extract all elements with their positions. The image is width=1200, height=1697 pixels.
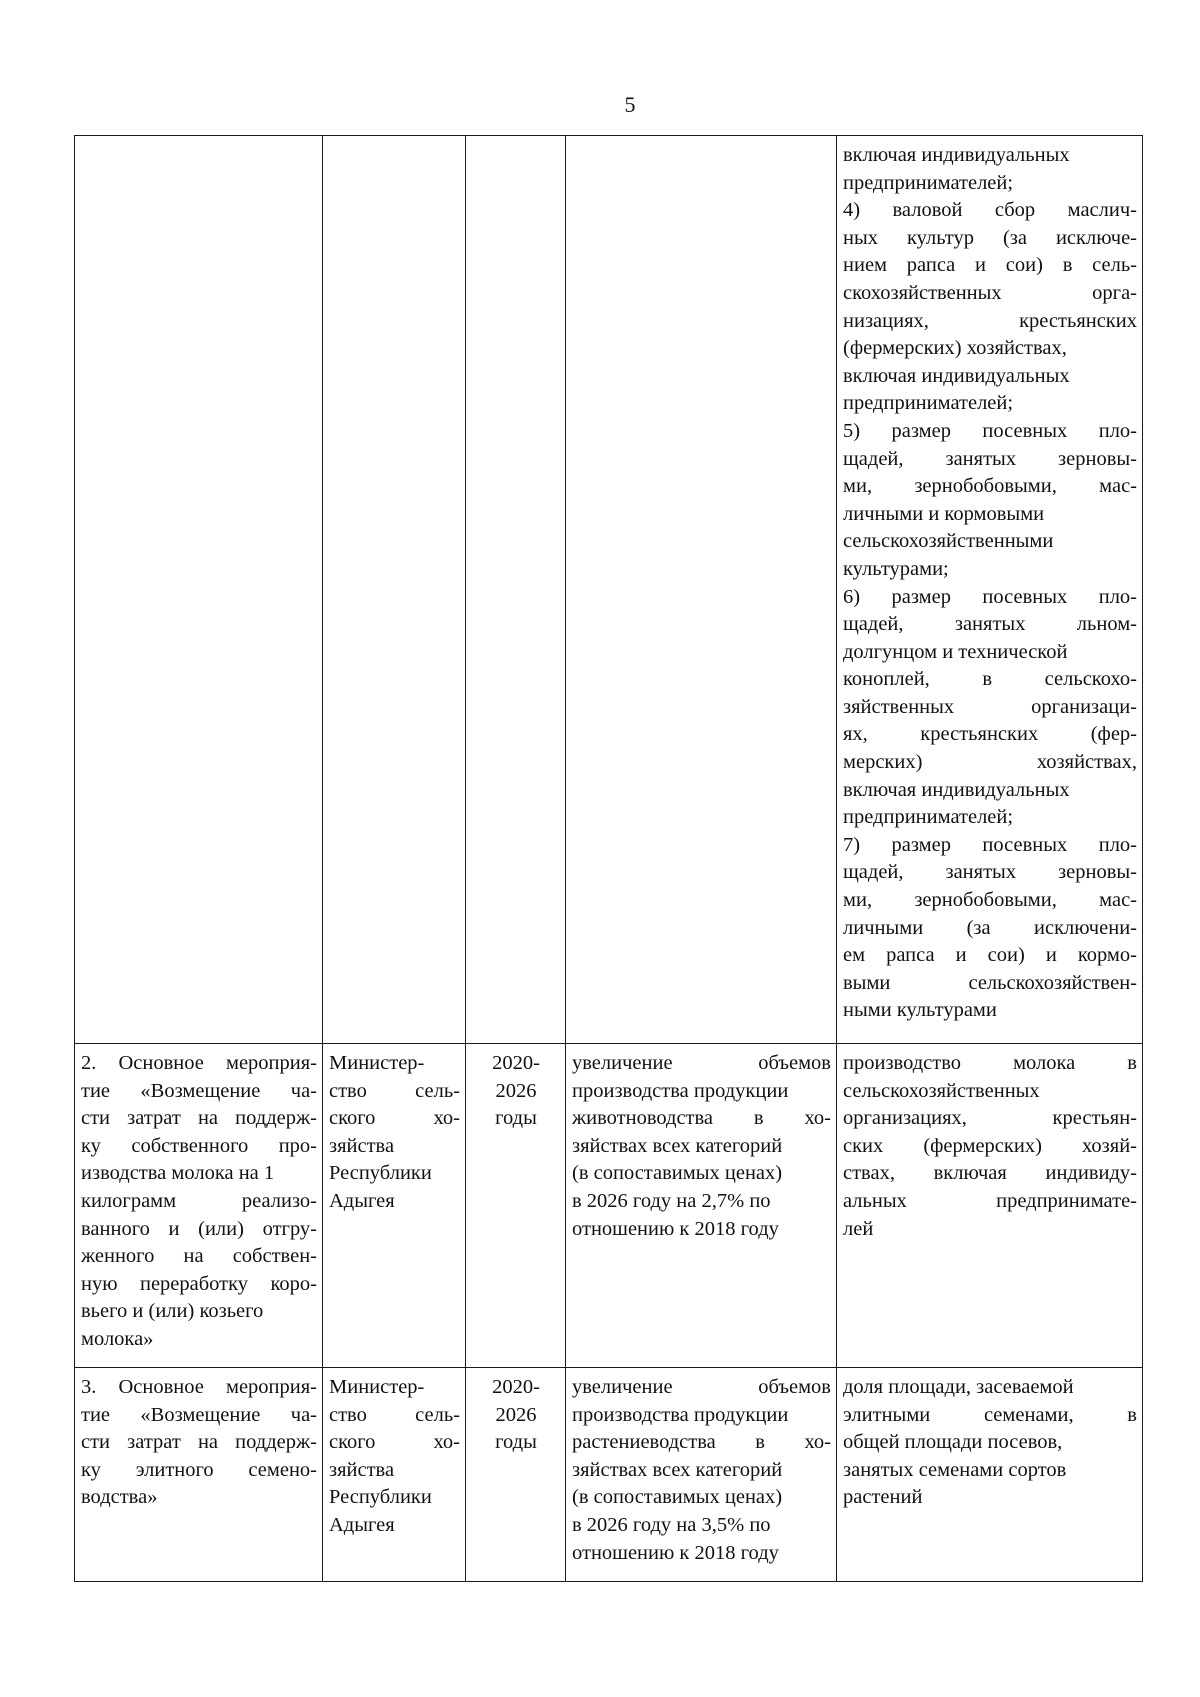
- text-line: изводства молока на 1: [81, 1162, 275, 1185]
- indicator-item: [843, 418, 1137, 584]
- result-cell: [566, 136, 837, 1044]
- text-line: ем рапса и сои) и кормо-: [843, 944, 1137, 967]
- measure-cell: [75, 1044, 323, 1368]
- text-line: сти затрат на поддерж-: [81, 1107, 317, 1130]
- text-line: включая индивидуальных: [843, 364, 1070, 387]
- text-line: ную переработку коро-: [81, 1272, 317, 1295]
- text-line: зяйства: [329, 1134, 395, 1157]
- text-line: ку собственного про-: [81, 1134, 317, 1157]
- text-line: Адыгея: [329, 1513, 395, 1536]
- indicator-cell: [837, 1368, 1143, 1582]
- text-line: (фермерских) хозяйствах,: [843, 337, 1067, 360]
- text-line: культурами;: [843, 557, 949, 580]
- text-line: 5) размер посевных пло-: [843, 419, 1137, 442]
- text-line: ях, крестьянских (фер-: [843, 723, 1137, 746]
- indicator-item: [843, 584, 1137, 832]
- text-line: производство молока в: [843, 1052, 1137, 1074]
- text-line: ствах, включая индивиду-: [843, 1162, 1137, 1185]
- period-cell: [466, 1044, 566, 1368]
- text-line: предпринимателей;: [843, 806, 1014, 829]
- indicator-cell: [837, 1044, 1143, 1368]
- text-line: ми, зернобобовыми, мас-: [843, 889, 1137, 912]
- text-line: Министер-: [329, 1052, 425, 1074]
- executor-text: [329, 1050, 460, 1216]
- text-line: ми, зернобобовыми, мас-: [843, 475, 1137, 498]
- text-line: Адыгея: [329, 1189, 395, 1212]
- text-line: лей: [843, 1217, 874, 1240]
- table-row-continuation: [75, 136, 1143, 1044]
- period-cell: [466, 1368, 566, 1582]
- text-line: увеличение объемов: [572, 1052, 831, 1074]
- text-line: 2. Основное мероприя-: [81, 1052, 317, 1074]
- text-line: ского хо-: [329, 1431, 460, 1454]
- text-line: в 2026 году на 2,7% по: [572, 1189, 771, 1212]
- text-line: (в сопоставимых ценах): [572, 1486, 783, 1509]
- text-line: 4) валовой сбор маслич-: [843, 199, 1137, 222]
- period-text: [472, 1050, 560, 1133]
- text-line: годы: [495, 1107, 537, 1130]
- period-text: [472, 1374, 560, 1457]
- executor-cell: [323, 1044, 466, 1368]
- indicator-item: [843, 197, 1137, 418]
- period-cell: [466, 136, 566, 1044]
- executor-cell: [323, 136, 466, 1044]
- text-line: килограмм реализо-: [81, 1189, 317, 1212]
- text-line: женного на собствен-: [81, 1245, 317, 1268]
- text-line: вьего и (или) козьего: [81, 1300, 264, 1323]
- result-text: [572, 1374, 831, 1567]
- text-line: личными (за исключени-: [843, 916, 1137, 939]
- text-line: альных предпринимате-: [843, 1189, 1137, 1212]
- text-line: растениеводства в хо-: [572, 1431, 831, 1454]
- indicator-text: [843, 1050, 1137, 1243]
- text-line: зяйства: [329, 1458, 395, 1481]
- text-line: тие «Возмещение ча-: [81, 1403, 317, 1426]
- text-line: щадей, занятых зерновы-: [843, 861, 1137, 884]
- text-line: щадей, занятых зерновы-: [843, 447, 1137, 470]
- text-line: включая индивидуальных: [843, 144, 1070, 166]
- text-line: 6) размер посевных пло-: [843, 585, 1137, 608]
- text-line: занятых семенами сортов: [843, 1458, 1067, 1481]
- measure-cell: [75, 1368, 323, 1582]
- text-line: зяйственных организаци-: [843, 695, 1137, 718]
- text-line: сельскохозяйственными: [843, 530, 1054, 553]
- text-line: низациях, крестьянских: [843, 309, 1137, 332]
- text-line: ных культур (за исключе-: [843, 226, 1137, 249]
- measure-text: [81, 1050, 317, 1354]
- text-line: зяйствах всех категорий: [572, 1458, 783, 1481]
- text-line: 2026: [495, 1079, 537, 1102]
- text-line: отношению к 2018 году: [572, 1541, 779, 1564]
- text-line: ских (фермерских) хозяй-: [843, 1134, 1137, 1157]
- text-line: включая индивидуальных: [843, 778, 1070, 801]
- text-line: Республики: [329, 1486, 432, 1509]
- text-line: 7) размер посевных пло-: [843, 833, 1137, 856]
- text-line: сельскохозяйственных: [843, 1079, 1040, 1102]
- text-line: ство сель-: [329, 1403, 460, 1426]
- indicator-cell: [837, 136, 1143, 1044]
- text-line: 2020-: [492, 1376, 540, 1398]
- indicator-item: [843, 142, 1137, 197]
- indicator-list: [843, 142, 1137, 1025]
- text-line: производства продукции: [572, 1403, 789, 1426]
- text-line: элитными семенами, в: [843, 1403, 1137, 1426]
- text-line: организациях, крестьян-: [843, 1107, 1137, 1130]
- text-line: в 2026 году на 3,5% по: [572, 1513, 771, 1536]
- text-line: личными и кормовыми: [843, 502, 1045, 525]
- text-line: 2020-: [492, 1052, 540, 1074]
- text-line: Министер-: [329, 1376, 425, 1398]
- text-line: тие «Возмещение ча-: [81, 1079, 317, 1102]
- text-line: 3. Основное мероприя-: [81, 1376, 317, 1398]
- text-line: общей площади посевов,: [843, 1431, 1063, 1454]
- text-line: водства»: [81, 1486, 158, 1509]
- text-line: коноплей, в сельскохо-: [843, 668, 1137, 691]
- text-line: ванного и (или) отгру-: [81, 1217, 317, 1240]
- text-line: Республики: [329, 1162, 432, 1185]
- measures-table: [74, 135, 1143, 1582]
- text-line: молока»: [81, 1327, 154, 1350]
- text-line: скохозяйственных орга-: [843, 281, 1137, 304]
- text-line: 2026: [495, 1403, 537, 1426]
- result-cell: [566, 1368, 837, 1582]
- indicator-text: [843, 1374, 1137, 1512]
- text-line: доля площади, засеваемой: [843, 1376, 1074, 1398]
- text-line: зяйствах всех категорий: [572, 1134, 783, 1157]
- text-line: выми сельскохозяйствен-: [843, 971, 1137, 994]
- text-line: увеличение объемов: [572, 1376, 831, 1398]
- text-line: растений: [843, 1486, 923, 1509]
- text-line: предпринимателей;: [843, 171, 1014, 194]
- text-line: животноводства в хо-: [572, 1107, 831, 1130]
- text-line: годы: [495, 1431, 537, 1454]
- text-line: отношению к 2018 году: [572, 1217, 779, 1240]
- text-line: долгунцом и технической: [843, 640, 1068, 663]
- text-line: щадей, занятых льном-: [843, 613, 1137, 636]
- measure-cell: [75, 136, 323, 1044]
- text-line: сти затрат на поддерж-: [81, 1431, 317, 1454]
- text-line: мерских) хозяйствах,: [843, 751, 1137, 774]
- text-line: предпринимателей;: [843, 392, 1014, 415]
- text-line: ными культурами: [843, 999, 997, 1022]
- result-cell: [566, 1044, 837, 1368]
- executor-text: [329, 1374, 460, 1540]
- text-line: ку элитного семено-: [81, 1458, 317, 1481]
- measure-text: [81, 1374, 317, 1512]
- page-number: 5: [624, 92, 636, 117]
- executor-cell: [323, 1368, 466, 1582]
- text-line: производства продукции: [572, 1079, 789, 1102]
- text-line: ского хо-: [329, 1107, 460, 1130]
- text-line: нием рапса и сои) в сель-: [843, 254, 1137, 277]
- table-row: [75, 1368, 1143, 1582]
- text-line: ство сель-: [329, 1079, 460, 1102]
- text-line: (в сопоставимых ценах): [572, 1162, 783, 1185]
- indicator-item: [843, 832, 1137, 1025]
- result-text: [572, 1050, 831, 1243]
- table-row: [75, 1044, 1143, 1368]
